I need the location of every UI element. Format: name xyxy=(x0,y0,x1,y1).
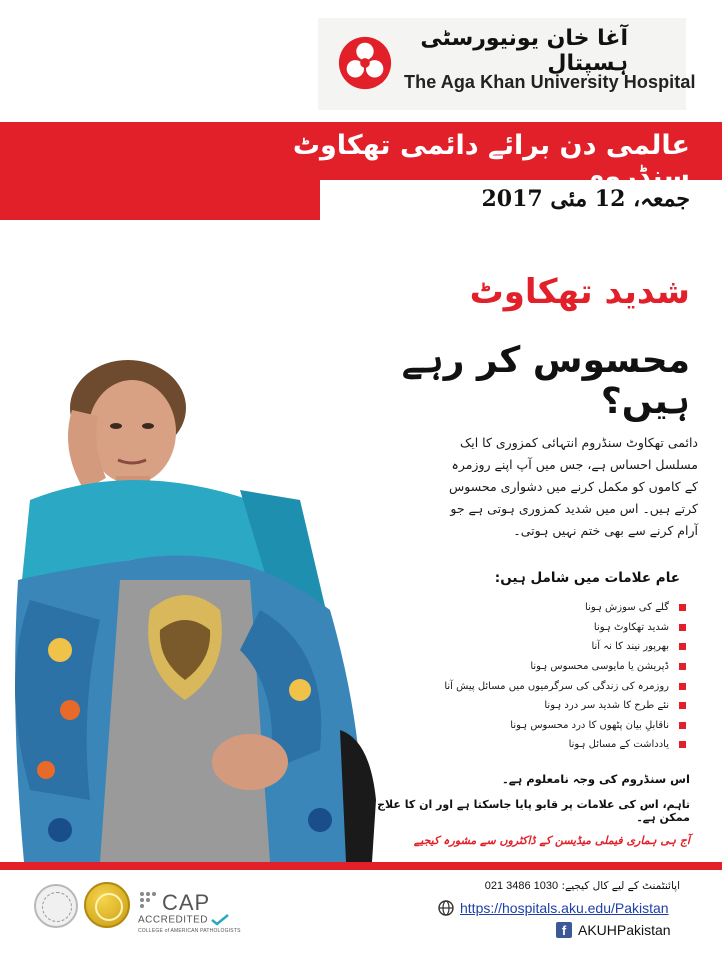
intro-paragraph: دائمی تھکاوٹ سنڈروم انتہائی کمزوری کا ایک مسلسل احساس ہے، جس میں آپ اپنے روزمرہ کے کاموں کو مکمل کرنے میں دشواری محسوس کرتے ہیں۔ اس میں شدید کمزوری ہوتی ہے جو آرام کرنے سے بھی ختم نہیں ہوتی۔ xyxy=(449,435,698,538)
event-date: جمعہ، 12 مئی 2017 xyxy=(481,186,690,212)
bullet-icon xyxy=(679,683,686,690)
headline-black: محسوس کر رہے ہیں؟ xyxy=(401,340,690,422)
list-item: نئے طرح کا شدید سر درد ہونا xyxy=(390,696,686,716)
jci-gold-seal-icon xyxy=(84,882,130,928)
footer-divider xyxy=(0,862,722,870)
list-item: گلے کی سوزش ہونا xyxy=(390,598,686,618)
bullet-icon xyxy=(679,663,686,670)
symptoms-list xyxy=(390,598,686,755)
globe-icon xyxy=(438,900,454,916)
bullet-icon xyxy=(679,702,686,709)
certification-seal-icon xyxy=(34,884,78,928)
facebook-icon: f xyxy=(556,922,572,938)
bullet-icon xyxy=(679,741,686,748)
website-link-row[interactable] xyxy=(438,898,669,918)
symptoms-title: عام علامات میں شامل ہیں: xyxy=(494,570,680,586)
bullet-icon xyxy=(679,604,686,611)
event-title: عالمی دن برائے دائمی تھکاوٹ سنڈروم xyxy=(292,130,690,192)
cap-logo-icon xyxy=(138,890,158,910)
cap-college-name: COLLEGE of AMERICAN PATHOLOGISTS xyxy=(138,928,241,934)
bullet-icon xyxy=(679,624,686,631)
list-item: شدید تھکاوٹ ہونا xyxy=(390,618,686,638)
woman-photo xyxy=(0,350,400,862)
cap-title: CAP xyxy=(162,890,211,915)
headline-red: شدید تھکاوٹ xyxy=(469,272,690,312)
facebook-handle[interactable]: AKUHPakistan xyxy=(578,922,671,938)
list-item: بھرپور نیند کا نہ آنا xyxy=(390,637,686,657)
logo-urdu-name: آغا خان یونیورسٹی ہسپتال xyxy=(420,26,628,76)
list-item: یادداشت کے مسائل ہونا xyxy=(390,735,686,755)
bullet-icon xyxy=(679,722,686,729)
aku-logo-icon xyxy=(336,34,394,92)
cause-unknown-text: اس سنڈروم کی وجہ نامعلوم ہے۔ xyxy=(502,772,690,786)
list-item: روزمرہ کی زندگی کی سرگرمیوں میں مسائل پیش آنا xyxy=(390,676,686,696)
checkmark-icon xyxy=(210,914,230,926)
facebook-link-row[interactable] xyxy=(556,920,671,940)
cap-accredited: ACCREDITED xyxy=(138,914,230,926)
list-item: ناقابلِ بیان پٹھوں کا درد محسوس ہونا xyxy=(390,716,686,736)
treatment-text: تاہم، اس کی علامات پر قابو پایا جاسکتا ہے اور ان کا علاج ممکن ہے۔ xyxy=(377,798,690,824)
list-item: ڈپریشن یا مایوسی محسوس ہونا xyxy=(390,657,686,677)
bullet-icon xyxy=(679,643,686,650)
consult-call-to-action: آج ہی ہماری فیملی میڈیسن کے ڈاکٹروں سے مشورہ کیجیے xyxy=(413,834,690,847)
phone-number[interactable]: 021 3486 1030 xyxy=(484,880,559,892)
logo-english-name: The Aga Khan University Hospital xyxy=(404,72,696,92)
website-link[interactable]: https://hospitals.aku.edu/Pakistan xyxy=(460,900,669,916)
appointment-line: اپائنٹمنٹ کے لیے کال کیجیے: 021 3486 1030 xyxy=(484,880,680,892)
